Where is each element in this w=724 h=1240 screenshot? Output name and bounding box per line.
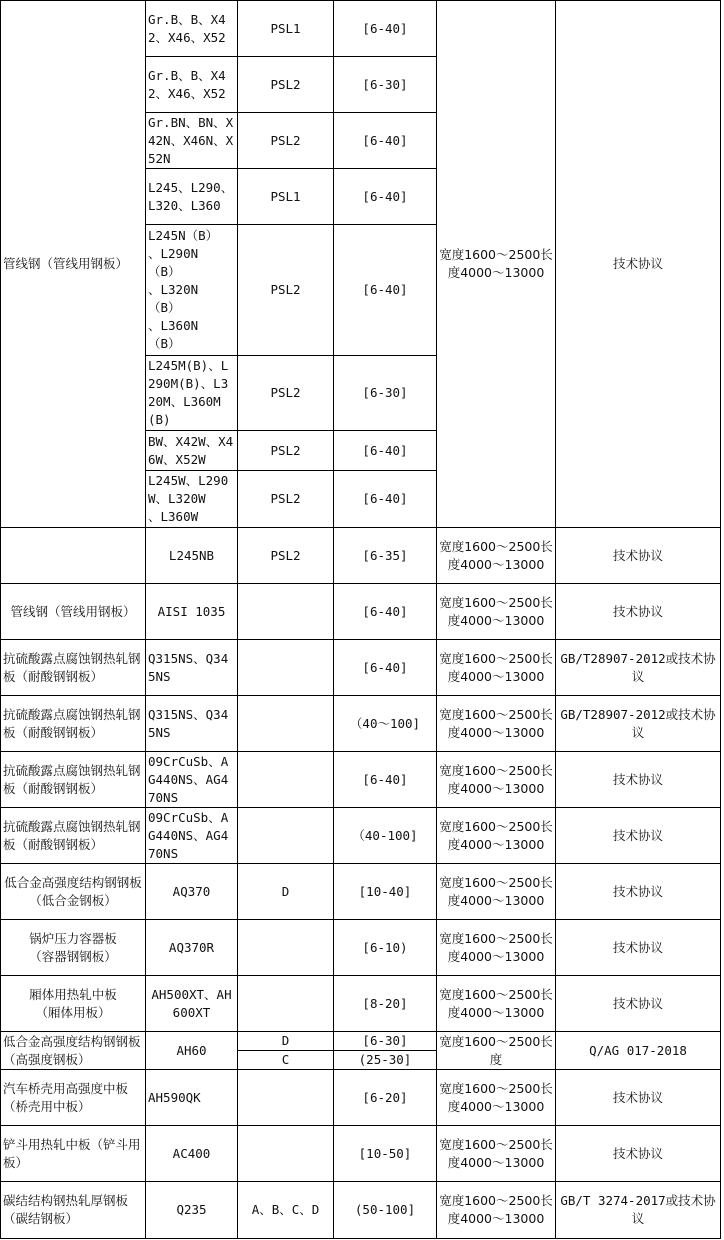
table-row [1, 752, 721, 808]
table-row [1, 640, 721, 696]
table-row [1, 920, 721, 976]
standard-cell: Q/AG 017-2018 [556, 1032, 721, 1070]
grade-cell: AQ370R [146, 920, 238, 976]
dimensions-cell: 宽度1600～2500长度4000～13000 [437, 1182, 556, 1239]
grade-cell: 09CrCuSb、AG440NS、AG470NS [146, 808, 238, 864]
level-cell: PSL2 [238, 225, 334, 356]
product-name-cell: 管线钢（管线用钢板） [1, 1, 146, 528]
dimensions-cell: 宽度1600～2500长度4000～13000 [437, 920, 556, 976]
thickness-cell: (50-100] [334, 1182, 437, 1239]
standard-cell: 技术协议 [556, 1126, 721, 1182]
thickness-cell: （40-100] [334, 808, 437, 864]
thickness-cell: [10-40] [334, 864, 437, 920]
grade-cell: Gr.BN、BN、X42N、X46N、X52N [146, 113, 238, 169]
table-row [1, 1032, 721, 1051]
grade-cell: Gr.B、B、X42、X46、X52 [146, 1, 238, 57]
standard-cell: 技术协议 [556, 1070, 721, 1126]
level-cell: D [238, 864, 334, 920]
thickness-cell: [6-10) [334, 920, 437, 976]
grade-cell: L245M(B)、L290M(B)、L320M、L360M(B) [146, 356, 238, 431]
level-cell: PSL2 [238, 57, 334, 113]
product-name-cell: 低合金高强度结构钢钢板（高强度钢板） [1, 1032, 146, 1070]
table-row [1, 696, 721, 752]
level-cell [238, 640, 334, 696]
grade-cell: Gr.B、B、X42、X46、X52 [146, 57, 238, 113]
table-row [1, 1, 721, 57]
thickness-cell: [6-30] [334, 57, 437, 113]
dimensions-cell: 宽度1600～2500长度4000～13000 [437, 528, 556, 584]
grade-cell: AISI 1035 [146, 584, 238, 640]
table-row [1, 528, 721, 584]
product-name-cell: 抗硫酸露点腐蚀钢热轧钢板（耐酸钢钢板） [1, 696, 146, 752]
dimensions-cell: 宽度1600～2500长度4000～13000 [437, 808, 556, 864]
grade-cell: Q235 [146, 1182, 238, 1239]
table-row [1, 1070, 721, 1126]
dimensions-cell: 宽度1600～2500长度4000～13000 [437, 696, 556, 752]
thickness-cell: [6-40] [334, 584, 437, 640]
thickness-cell: [10-50] [334, 1126, 437, 1182]
product-name-cell: 铲斗用热轧中板（铲斗用板） [1, 1126, 146, 1182]
product-name-cell: 锅炉压力容器板 （容器钢钢板） [1, 920, 146, 976]
product-name-cell: 抗硫酸露点腐蚀钢热轧钢板（耐酸钢钢板） [1, 752, 146, 808]
level-cell: C [238, 1051, 334, 1070]
standard-cell: 技术协议 [556, 528, 721, 584]
grade-cell: L245W、L290W、L320W 、L360W [146, 471, 238, 528]
dimensions-cell: 宽度1600～2500长度4000～13000 [437, 584, 556, 640]
product-name-cell: 低合金高强度结构钢钢板 （低合金钢板） [1, 864, 146, 920]
thickness-cell: （40～100] [334, 696, 437, 752]
thickness-cell: [6-40] [334, 225, 437, 356]
dimensions-cell: 宽度1600～2500长度4000～13000 [437, 1126, 556, 1182]
level-cell: PSL2 [238, 528, 334, 584]
level-cell [238, 1070, 334, 1126]
table-row [1, 1182, 721, 1239]
thickness-cell: [6-20] [334, 1070, 437, 1126]
level-cell: PSL1 [238, 169, 334, 225]
standard-cell: GB/T 3274-2017或技术协议 [556, 1182, 721, 1239]
grade-cell: 09CrCuSb、AG440NS、AG470NS [146, 752, 238, 808]
grade-cell: Q315NS、Q345NS [146, 696, 238, 752]
thickness-cell: [6-40] [334, 113, 437, 169]
standard-cell: GB/T28907-2012或技术协议 [556, 640, 721, 696]
level-cell [238, 696, 334, 752]
grade-cell: AC400 [146, 1126, 238, 1182]
product-name-cell [1, 528, 146, 584]
dimensions-cell: 宽度1600～2500长度4000～13000 [437, 1, 556, 528]
level-cell: PSL2 [238, 471, 334, 528]
thickness-cell: [6-30] [334, 1032, 437, 1051]
grade-cell: L245NB [146, 528, 238, 584]
standard-cell: 技术协议 [556, 808, 721, 864]
standard-cell: 技术协议 [556, 976, 721, 1032]
thickness-cell: [6-30] [334, 356, 437, 431]
table-row [1, 1126, 721, 1182]
product-name-cell: 抗硫酸露点腐蚀钢热轧钢板（耐酸钢钢板） [1, 640, 146, 696]
table-row [1, 976, 721, 1032]
dimensions-cell: 宽度1600～2500长度 [437, 1032, 556, 1070]
product-name-cell: 碳结结构钢热轧厚钢板 （碳结钢板） [1, 1182, 146, 1239]
product-name-cell: 抗硫酸露点腐蚀钢热轧钢板（耐酸钢钢板） [1, 808, 146, 864]
level-cell: PSL1 [238, 1, 334, 57]
level-cell [238, 1126, 334, 1182]
grade-cell: AQ370 [146, 864, 238, 920]
level-cell [238, 584, 334, 640]
dimensions-cell: 宽度1600～2500长度4000～13000 [437, 864, 556, 920]
thickness-cell: [6-35] [334, 528, 437, 584]
thickness-cell: [6-40] [334, 471, 437, 528]
table-row [1, 584, 721, 640]
dimensions-cell: 宽度1600～2500长度4000～13000 [437, 976, 556, 1032]
thickness-cell: [6-40] [334, 431, 437, 471]
table-row [1, 864, 721, 920]
product-name-cell: 汽车桥壳用高强度中板 （桥壳用中板） [1, 1070, 146, 1126]
level-cell [238, 920, 334, 976]
thickness-cell: [8-20] [334, 976, 437, 1032]
dimensions-cell: 宽度1600～2500长度4000～13000 [437, 640, 556, 696]
standard-cell: 技术协议 [556, 1, 721, 528]
grade-cell: AH60 [146, 1032, 238, 1070]
grade-cell: AH500XT、AH600XT [146, 976, 238, 1032]
standard-cell: 技术协议 [556, 920, 721, 976]
standard-cell: 技术协议 [556, 584, 721, 640]
dimensions-cell: 宽度1600～2500长度4000～13000 [437, 1070, 556, 1126]
thickness-cell: [6-40] [334, 752, 437, 808]
level-cell [238, 976, 334, 1032]
standard-cell: 技术协议 [556, 864, 721, 920]
grade-cell: BW、X42W、X46W、X52W [146, 431, 238, 471]
level-cell: PSL2 [238, 431, 334, 471]
grade-cell: AH590QK [146, 1070, 238, 1126]
thickness-cell: [6-40] [334, 640, 437, 696]
thickness-cell: [6-40] [334, 1, 437, 57]
grade-cell: L245、L290、L320、L360 [146, 169, 238, 225]
level-cell: PSL2 [238, 113, 334, 169]
product-name-cell: 厢体用热轧中板 （厢体用板） [1, 976, 146, 1032]
product-name-cell: 管线钢（管线用钢板） [1, 584, 146, 640]
level-cell [238, 808, 334, 864]
thickness-cell: (25-30] [334, 1051, 437, 1070]
standard-cell: GB/T28907-2012或技术协议 [556, 696, 721, 752]
thickness-cell: [6-40] [334, 169, 437, 225]
grade-cell: Q315NS、Q345NS [146, 640, 238, 696]
dimensions-cell: 宽度1600～2500长度4000～13000 [437, 752, 556, 808]
level-cell: D [238, 1032, 334, 1051]
grade-cell: L245N（B） 、L290N （B） 、L320N （B） 、L360N （B） [146, 225, 238, 356]
standard-cell: 技术协议 [556, 752, 721, 808]
level-cell: PSL2 [238, 356, 334, 431]
level-cell [238, 752, 334, 808]
table-row [1, 808, 721, 864]
level-cell: A、B、C、D [238, 1182, 334, 1239]
